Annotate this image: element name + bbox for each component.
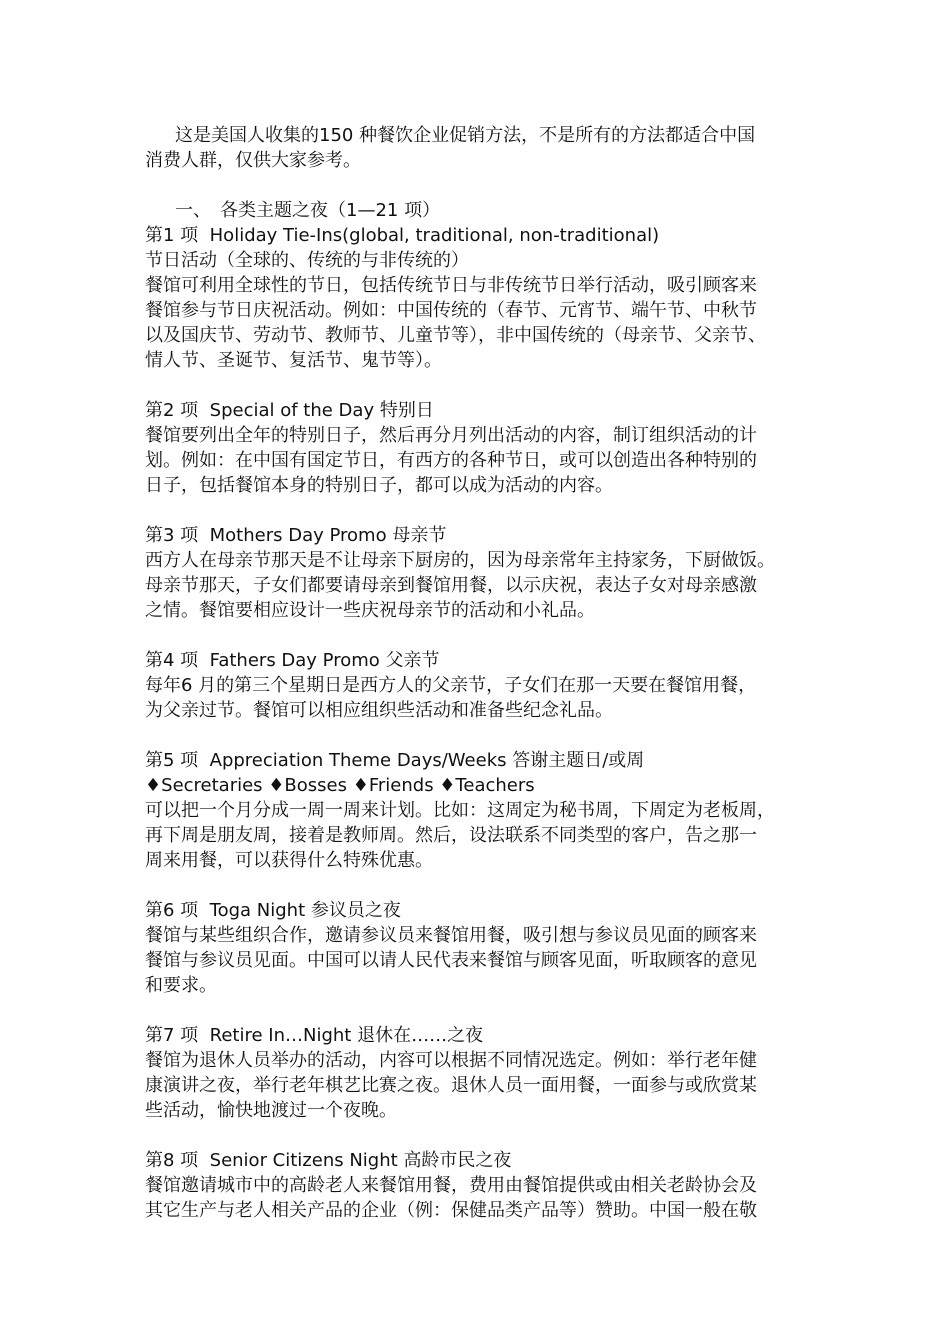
item-7-body-3: 些活动，愉快地渡过一个夜晚。 — [145, 1100, 397, 1121]
item-title-en: Appreciation Theme Days/Weeks — [209, 750, 507, 771]
item-title-cn: 高龄市民之夜 — [403, 1150, 512, 1171]
item-suffix: 项 — [174, 1150, 199, 1171]
item-prefix: 第 — [145, 750, 163, 771]
item-suffix: 项 — [174, 225, 199, 246]
intro-text-b: 种餐饮企业促销方法，不是所有的方法都适合中国 — [353, 125, 756, 146]
item-4-body-a: 每年 — [145, 675, 181, 696]
item-prefix: 第 — [145, 650, 163, 671]
item-6-body-2: 餐馆与参议员见面。中国可以请人民代表来餐馆与顾客见面，听取顾客的意见 — [145, 950, 757, 971]
item-5-body-2: 再下周是朋友周，接着是教师周。然后，设法联系不同类型的客户，告之那一 — [145, 825, 757, 846]
item-7-heading — [145, 1023, 810, 1048]
section-title-a: 各类主题之夜（ — [220, 200, 346, 221]
item-number: 3 — [163, 525, 175, 546]
spacer — [145, 873, 810, 898]
item-title-cn: 父亲节 — [385, 650, 440, 671]
item-1-body-3: 以及国庆节、劳动节、教师节、儿童节等），非中国传统的（母亲节、父亲节、 — [145, 325, 766, 346]
item-number: 8 — [163, 1150, 175, 1171]
item-4-body-b: 月的第三个星期日是西方人的父亲节，子女们在那一天要在餐馆用餐， — [192, 675, 757, 696]
item-6-body-3: 和要求。 — [145, 975, 217, 996]
item-title-en: Senior Citizens Night — [209, 1150, 398, 1171]
item-title-cn: 特别日 — [379, 400, 434, 421]
item-title-cn: 母亲节 — [392, 525, 447, 546]
item-3-body-3: 之情。餐馆要相应设计一些庆祝母亲节的活动和小礼品。 — [145, 600, 595, 621]
item-8-heading — [145, 1148, 810, 1173]
item-1-body-4: 情人节、圣诞节、复活节、鬼节等）。 — [145, 350, 442, 371]
item-1-subtitle: 节日活动（全球的、传统的与非传统的） — [145, 250, 469, 271]
item-7-body-2: 康演讲之夜，举行老年棋艺比赛之夜。退休人员一面用餐，一面参与或欣赏某 — [145, 1075, 757, 1096]
item-number: 5 — [163, 750, 175, 771]
item-suffix: 项 — [174, 750, 199, 771]
item-1-heading — [145, 223, 810, 248]
item-title-en: Toga Night — [209, 900, 306, 921]
spacer — [145, 623, 810, 648]
section-number: 一、 — [175, 200, 211, 221]
item-prefix: 第 — [145, 225, 163, 246]
item-3-body-1: 西方人在母亲节那天是不让母亲下厨房的，因为母亲常年主持家务，下厨做饭。 — [145, 550, 775, 571]
section-heading — [145, 198, 810, 223]
item-suffix: 项 — [174, 900, 199, 921]
item-8-body-1: 餐馆邀请城市中的高龄老人来餐馆用餐，费用由餐馆提供或由相关老龄协会及 — [145, 1175, 757, 1196]
spacer — [145, 373, 810, 398]
item-8-body-2: 其它生产与老人相关产品的企业（例：保健品类产品等）赞助。中国一般在敬 — [145, 1200, 757, 1221]
item-prefix: 第 — [145, 525, 163, 546]
item-2-body-3: 日子，包括餐馆本身的特别日子，都可以成为活动的内容。 — [145, 475, 613, 496]
item-2-body-2: 划。例如：在中国有国定节日，有西方的各种节日，或可以创造出各种特别的 — [145, 450, 757, 471]
item-prefix: 第 — [145, 1150, 163, 1171]
item-suffix: 项 — [174, 525, 199, 546]
item-2-heading — [145, 398, 810, 423]
item-number: 1 — [163, 225, 175, 246]
item-title-cn: 答谢主题日/或周 — [512, 750, 645, 771]
item-2-body-1: 餐馆要列出全年的特别日子，然后再分月列出活动的内容，制订组织活动的计 — [145, 425, 757, 446]
intro-line-1 — [145, 123, 810, 148]
spacer — [145, 498, 810, 523]
item-title-en: Holiday Tie-Ins(global, traditional, non-traditional) — [209, 225, 660, 246]
item-5-body-1: 可以把一个月分成一周一周来计划。比如：这周定为秘书周，下周定为老板周， — [145, 800, 775, 821]
item-title-cn: 参议员之夜 — [310, 900, 401, 921]
item-5-body-3: 周来用餐，可以获得什么特殊优惠。 — [145, 850, 433, 871]
spacer — [145, 173, 810, 198]
item-3-heading — [145, 523, 810, 548]
item-4-body-2: 为父亲过节。餐馆可以相应组织些活动和准备些纪念礼品。 — [145, 700, 613, 721]
intro-line-2: 消费人群，仅供大家参考。 — [145, 150, 361, 171]
intro-count: 150 — [319, 125, 354, 146]
item-number: 6 — [163, 900, 175, 921]
item-4-body-1 — [145, 673, 810, 698]
item-4-body-num: 6 — [181, 675, 193, 696]
item-number: 4 — [163, 650, 175, 671]
spacer — [145, 1123, 810, 1148]
item-suffix: 项 — [174, 400, 199, 421]
item-suffix: 项 — [174, 650, 199, 671]
item-prefix: 第 — [145, 1025, 163, 1046]
item-4-heading — [145, 648, 810, 673]
item-5-audience-list: ♦Secretaries ♦Bosses ♦Friends ♦Teachers — [145, 775, 535, 796]
item-6-heading — [145, 898, 810, 923]
item-prefix: 第 — [145, 900, 163, 921]
section-range: 1—21 — [346, 200, 399, 221]
item-title-cn: 退休在……之夜 — [357, 1025, 484, 1046]
spacer — [145, 723, 810, 748]
item-1-body-1: 餐馆可利用全球性的节日，包括传统节日与非传统节日举行活动，吸引顾客来 — [145, 275, 757, 296]
spacer — [145, 998, 810, 1023]
document-content — [145, 123, 810, 1223]
item-title-en: Mothers Day Promo — [209, 525, 387, 546]
item-6-body-1: 餐馆与某些组织合作，邀请参议员来餐馆用餐，吸引想与参议员见面的顾客来 — [145, 925, 757, 946]
item-number: 2 — [163, 400, 175, 421]
item-5-heading — [145, 748, 810, 773]
item-number: 7 — [163, 1025, 175, 1046]
item-title-en: Fathers Day Promo — [209, 650, 380, 671]
item-prefix: 第 — [145, 400, 163, 421]
item-1-body-2: 餐馆参与节日庆祝活动。例如：中国传统的（春节、元宵节、端午节、中秋节 — [145, 300, 757, 321]
item-3-body-2: 母亲节那天，子女们都要请母亲到餐馆用餐，以示庆祝，表达子女对母亲感激 — [145, 575, 757, 596]
item-suffix: 项 — [174, 1025, 199, 1046]
item-title-en: Retire In…Night — [209, 1025, 352, 1046]
item-title-en: Special of the Day — [209, 400, 375, 421]
intro-text-a: 这是美国人收集的 — [175, 125, 319, 146]
section-title-b: 项） — [398, 200, 441, 221]
item-7-body-1: 餐馆为退休人员举办的活动，内容可以根据不同情况选定。例如：举行老年健 — [145, 1050, 757, 1071]
